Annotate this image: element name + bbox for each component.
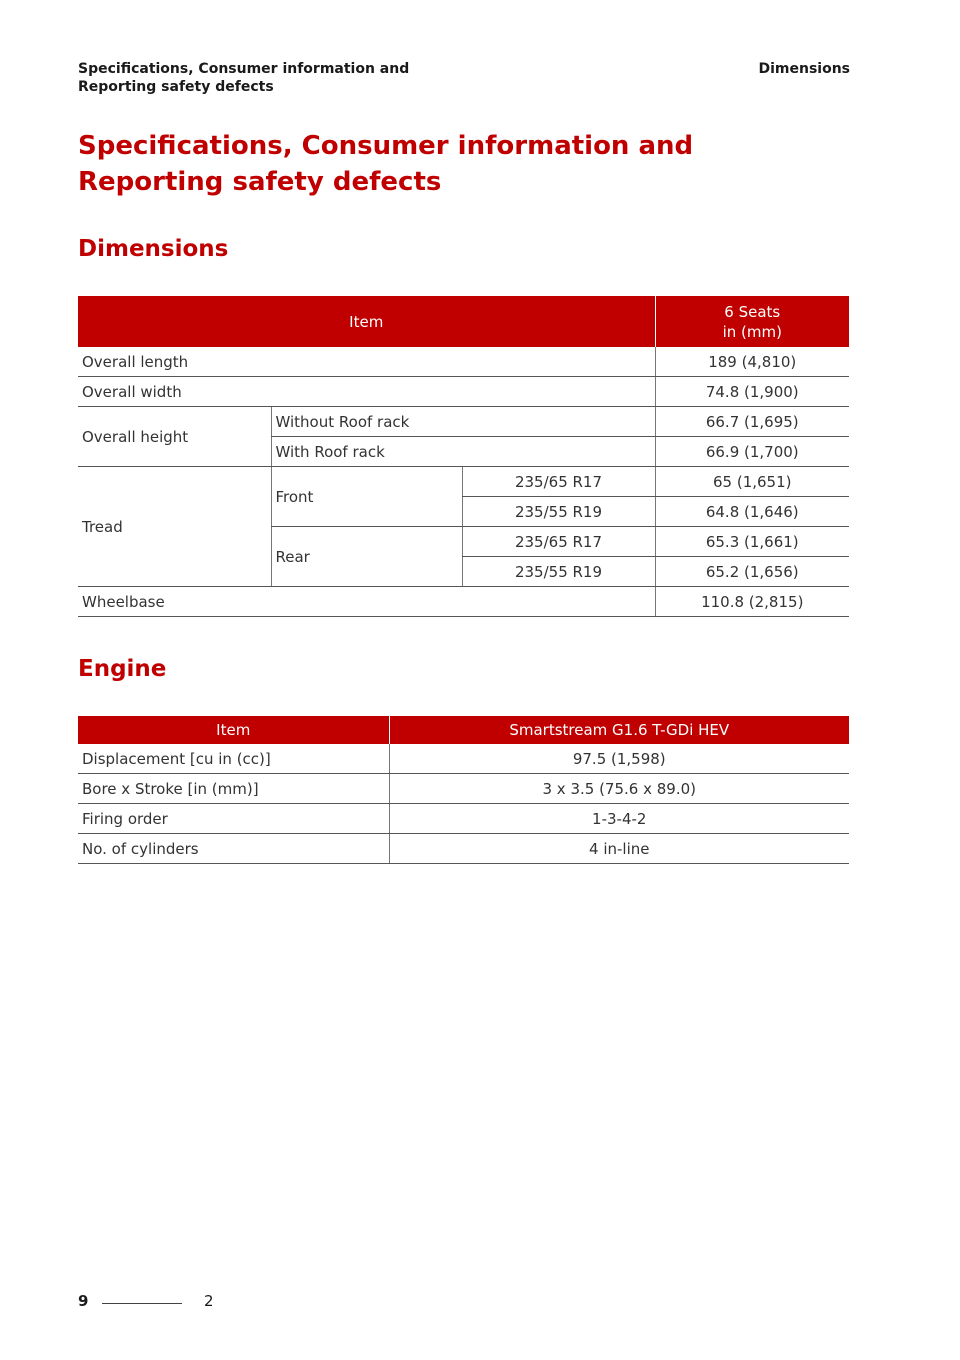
- row-label: No. of cylinders: [78, 834, 389, 864]
- page-title: Specifications, Consumer information and Reporting safety defects: [78, 131, 694, 197]
- page-number: 2: [204, 1292, 214, 1310]
- row-sublabel: Rear: [271, 527, 462, 587]
- row-label: Tread: [78, 467, 271, 587]
- row-value: 65.3 (1,661): [655, 527, 849, 557]
- table-header-row: [78, 716, 849, 744]
- row-label: Overall height: [78, 407, 271, 467]
- column-header-unit: in (mm): [722, 322, 782, 341]
- row-value: 3 x 3.5 (75.6 x 89.0): [389, 774, 849, 804]
- dimensions-heading: Dimensions: [78, 236, 229, 262]
- row-label: Overall length: [78, 347, 655, 377]
- chapter-number: 9: [78, 1292, 89, 1310]
- row-value: 110.8 (2,815): [655, 587, 849, 617]
- column-header-item: Item: [78, 296, 655, 347]
- table-row: [78, 467, 849, 497]
- header-section-title: Specifications, Consumer information and Reporting safety defects: [78, 61, 410, 95]
- row-value: 64.8 (1,646): [655, 497, 849, 527]
- table-row: [78, 744, 849, 774]
- footer-divider: [102, 1303, 182, 1304]
- dimensions-table: [78, 296, 849, 617]
- tire-size: 235/55 R19: [462, 497, 655, 527]
- row-label: Wheelbase: [78, 587, 655, 617]
- table-row: [78, 377, 849, 407]
- column-header-seats: 6 Seats: [724, 302, 781, 321]
- row-sublabel: With Roof rack: [271, 437, 655, 467]
- row-value: 66.9 (1,700): [655, 437, 849, 467]
- header-topic: Dimensions: [758, 61, 850, 77]
- table-row: [78, 774, 849, 804]
- page-footer: [78, 1292, 278, 1316]
- table-row: [78, 804, 849, 834]
- table-row: [78, 347, 849, 377]
- table-row: [78, 407, 849, 437]
- table-row: [78, 834, 849, 864]
- row-value: 66.7 (1,695): [655, 407, 849, 437]
- row-sublabel: Front: [271, 467, 462, 527]
- row-label: Overall width: [78, 377, 655, 407]
- row-sublabel: Without Roof rack: [271, 407, 655, 437]
- row-value: 189 (4,810): [655, 347, 849, 377]
- tire-size: 235/55 R19: [462, 557, 655, 587]
- column-header-value: [655, 296, 849, 347]
- row-value: 65.2 (1,656): [655, 557, 849, 587]
- row-value: 97.5 (1,598): [389, 744, 849, 774]
- engine-table: [78, 716, 849, 864]
- row-value: 65 (1,651): [655, 467, 849, 497]
- engine-heading: Engine: [78, 656, 167, 682]
- row-value: 4 in-line: [389, 834, 849, 864]
- row-value: 74.8 (1,900): [655, 377, 849, 407]
- row-label: Firing order: [78, 804, 389, 834]
- column-header-item: Item: [78, 716, 389, 744]
- page-header: [78, 60, 850, 100]
- tire-size: 235/65 R17: [462, 527, 655, 557]
- row-label: Bore x Stroke [in (mm)]: [78, 774, 389, 804]
- column-header-value: Smartstream G1.6 T-GDi HEV: [389, 716, 849, 744]
- table-header-row: [78, 296, 849, 347]
- row-label: Displacement [cu in (cc)]: [78, 744, 389, 774]
- row-value: 1-3-4-2: [389, 804, 849, 834]
- tire-size: 235/65 R17: [462, 467, 655, 497]
- table-row: [78, 587, 849, 617]
